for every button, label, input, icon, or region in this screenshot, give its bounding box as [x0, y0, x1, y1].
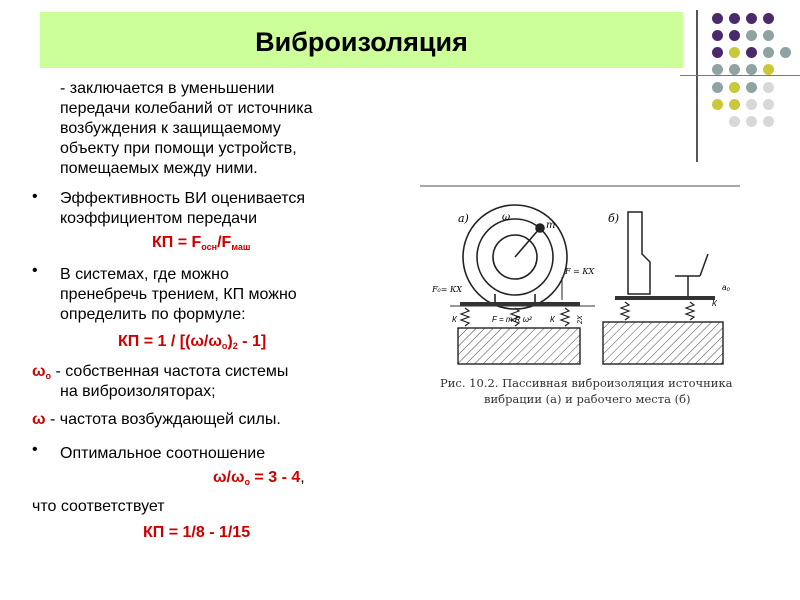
- intro-line: помещаемых между ними.: [60, 160, 258, 177]
- decor-dot: [746, 47, 757, 58]
- formula-tail: ,: [300, 469, 305, 486]
- omega-label: ω: [502, 212, 511, 223]
- omega0-sub: o: [45, 371, 52, 381]
- omega0-text: - собственная частота системы: [51, 363, 289, 380]
- spring-k-label: К: [452, 315, 457, 324]
- spring-left-b: [621, 302, 629, 320]
- omega-symbol: ω: [32, 411, 46, 428]
- intro-line: возбуждения к защищаемому: [60, 120, 281, 137]
- bullet1-line: Эффективность ВИ оценивается: [60, 190, 306, 207]
- formula-kp-ratio: [152, 234, 250, 252]
- formula-text: = 3 - 4: [249, 469, 301, 486]
- decor-dot: [712, 82, 723, 93]
- bullet3-line: Оптимальное соотношение: [60, 445, 266, 462]
- decor-dot: [746, 99, 757, 110]
- omega-text: - частота возбуждающей силы.: [45, 411, 281, 428]
- formula-sub: маш: [231, 242, 251, 252]
- decor-dot: [729, 47, 740, 58]
- operator-console: [628, 212, 650, 294]
- decor-dot: [746, 30, 757, 41]
- decor-dot: [712, 64, 723, 75]
- formula-optimal-ratio: [213, 469, 305, 487]
- bullet2-line: пренебречь трением, КП можно: [60, 286, 297, 303]
- omega0-definition-cont: на виброизоляторах;: [60, 383, 216, 400]
- bullet2-line: определить по формуле:: [60, 306, 246, 323]
- decor-vertical-line: [696, 10, 698, 162]
- mass-label: m: [546, 220, 556, 231]
- decor-dot: [763, 116, 774, 127]
- decor-dot: [763, 30, 774, 41]
- decor-dot: [763, 82, 774, 93]
- decor-dot: [729, 30, 740, 41]
- chair-back: [700, 254, 708, 276]
- decor-dot: [746, 64, 757, 75]
- spring-k-label: К: [550, 315, 555, 324]
- decor-dot: [763, 99, 774, 110]
- caption-line: вибрации (а) и рабочего места (б): [484, 392, 691, 406]
- formula-text: КП = 1 / [(ω/ω: [118, 333, 222, 350]
- formula-text: КП = F: [152, 234, 202, 251]
- decor-dot: [712, 99, 723, 110]
- bullet-dot: •: [32, 188, 38, 205]
- decor-horizontal-line: [680, 75, 800, 76]
- intro-line: - заключается в уменьшении: [60, 80, 275, 97]
- slide-title: Виброизоляция: [255, 27, 468, 57]
- spring-right-a: [561, 308, 569, 326]
- decor-dot: [729, 82, 740, 93]
- decor-dot: [729, 99, 740, 110]
- formula-text: ω/ω: [213, 469, 245, 486]
- formula-sub: o: [221, 341, 228, 351]
- a0-label: a₀: [722, 283, 730, 292]
- decor-dot: [763, 64, 774, 75]
- decor-dot: [729, 64, 740, 75]
- decor-dot: [746, 13, 757, 24]
- vibration-isolation-figure: [410, 182, 750, 407]
- bullet-dot: •: [32, 262, 38, 279]
- formula-text: /F: [217, 234, 232, 251]
- intro-line: объекту при помощи устройств,: [60, 140, 297, 157]
- platform-a: [460, 302, 580, 306]
- foundation-b: [603, 322, 723, 364]
- formula-sup: 2: [232, 341, 238, 351]
- formula-sub: осн: [201, 242, 218, 252]
- unbalanced-mass: [536, 224, 544, 232]
- bullet-dot: •: [32, 441, 38, 458]
- caption-line: Рис. 10.2. Пассивная виброизоляция источника: [440, 376, 733, 390]
- decor-dot: [746, 116, 757, 127]
- figure-label-b: б): [608, 212, 620, 225]
- formula-sub: o: [244, 477, 250, 487]
- workplace: [628, 212, 708, 296]
- amplitude-label: 2X: [577, 315, 584, 324]
- figure-caption: [440, 375, 733, 407]
- foundation-a: [458, 328, 580, 364]
- decor-dot: [729, 116, 740, 127]
- decor-dot: [780, 47, 791, 58]
- decor-dot: [763, 13, 774, 24]
- decor-dot: [729, 13, 740, 24]
- corresponds-line: что соответствует: [32, 498, 165, 515]
- force-f0-label: F₀= КХ: [432, 285, 462, 294]
- spring-left-a: [461, 308, 469, 326]
- omega-definition: [32, 410, 281, 430]
- formula-text: - 1]: [237, 333, 267, 350]
- force-f-label: F = КХ: [565, 267, 595, 276]
- intro-line: передачи колебаний от источника: [60, 100, 313, 117]
- decor-dot: [746, 82, 757, 93]
- decor-dot: [763, 47, 774, 58]
- spring-k-label: К: [712, 299, 717, 308]
- spring-right-b: [686, 302, 694, 320]
- omega0-symbol: ω: [32, 363, 46, 380]
- bullet2-line: В системах, где можно: [60, 266, 229, 283]
- platform-b: [615, 296, 715, 300]
- decor-dot: [712, 13, 723, 24]
- force-bottom-label: F = m R ω²: [492, 315, 532, 324]
- bullet1-line: коэффициентом передачи: [60, 210, 257, 227]
- decor-dot: [712, 30, 723, 41]
- figure-label-a: а): [458, 212, 469, 225]
- formula-kp-range: КП = 1/8 - 1/15: [143, 524, 251, 541]
- formula-kp-frequency: [118, 333, 266, 351]
- decor-dot: [712, 47, 723, 58]
- formula-text: ): [227, 333, 233, 350]
